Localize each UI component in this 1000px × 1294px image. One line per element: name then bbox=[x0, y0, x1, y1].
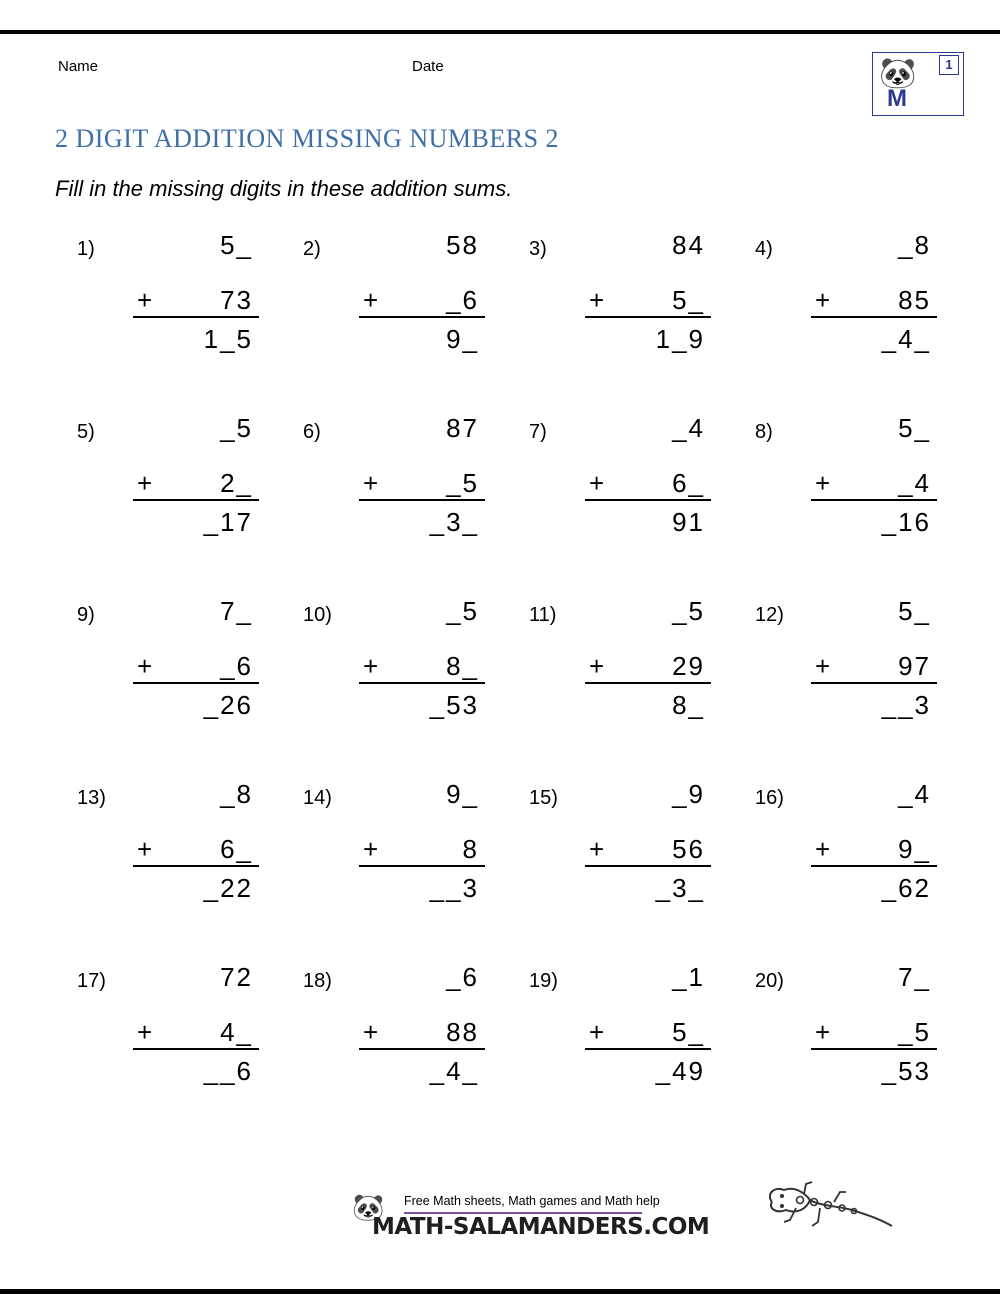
second-addend: 29 bbox=[672, 651, 705, 681]
second-addend: 73 bbox=[220, 285, 253, 315]
first-addend: _5 bbox=[672, 596, 705, 626]
problem-cell bbox=[507, 411, 733, 594]
second-addend-row bbox=[811, 1002, 937, 1050]
plus-sign: + bbox=[815, 1017, 831, 1047]
lizard-illustration bbox=[760, 1176, 900, 1236]
sum-answer: _22 bbox=[203, 873, 253, 903]
problem-number: 1) bbox=[77, 238, 95, 260]
second-addend: 6_ bbox=[672, 468, 705, 498]
sum-answer: 8_ bbox=[672, 690, 705, 720]
problem-cell bbox=[733, 228, 959, 411]
problem-row bbox=[55, 411, 960, 594]
problem-cell bbox=[281, 594, 507, 777]
problem-number: 6) bbox=[303, 421, 321, 443]
sum-answer: __3 bbox=[429, 873, 479, 903]
problem-cell bbox=[733, 411, 959, 594]
first-addend: 58 bbox=[446, 230, 479, 260]
first-addend: _5 bbox=[446, 596, 479, 626]
plus-sign: + bbox=[363, 285, 379, 315]
second-addend-row bbox=[359, 636, 485, 684]
second-addend: 4_ bbox=[220, 1017, 253, 1047]
addition-sum bbox=[811, 779, 937, 904]
plus-sign: + bbox=[589, 834, 605, 864]
problem-number: 4) bbox=[755, 238, 773, 260]
second-addend: _5 bbox=[446, 468, 479, 498]
problem-row bbox=[55, 228, 960, 411]
logo-word: M bbox=[887, 85, 905, 112]
footer-url: MATH-SALAMANDERS.COM bbox=[372, 1214, 710, 1240]
second-addend-row bbox=[133, 636, 259, 684]
sum-answer: _53 bbox=[881, 1056, 931, 1086]
plus-sign: + bbox=[815, 285, 831, 315]
sum-answer: __3 bbox=[881, 690, 931, 720]
instructions: Fill in the missing digits in these addition sums. bbox=[55, 176, 513, 201]
sum-answer: 1_5 bbox=[203, 324, 253, 354]
second-addend-row bbox=[811, 636, 937, 684]
second-addend-row bbox=[133, 1002, 259, 1050]
second-addend-row bbox=[811, 453, 937, 501]
addition-sum bbox=[133, 962, 259, 1087]
logo-level-number: 1 bbox=[939, 55, 959, 75]
problem-cell bbox=[281, 411, 507, 594]
top-divider bbox=[0, 30, 1000, 34]
first-addend: _1 bbox=[672, 962, 705, 992]
sum-answer: __6 bbox=[203, 1056, 253, 1086]
problem-number: 13) bbox=[77, 787, 106, 809]
first-addend: 9_ bbox=[446, 779, 479, 809]
second-addend-row bbox=[359, 1002, 485, 1050]
problem-number: 5) bbox=[77, 421, 95, 443]
first-addend: 5_ bbox=[220, 230, 253, 260]
plus-sign: + bbox=[363, 651, 379, 681]
plus-sign: + bbox=[815, 834, 831, 864]
first-addend: 7_ bbox=[220, 596, 253, 626]
second-addend: _6 bbox=[220, 651, 253, 681]
sum-answer: _3_ bbox=[429, 507, 479, 537]
sum-answer: _4_ bbox=[881, 324, 931, 354]
addition-sum bbox=[359, 413, 485, 538]
second-addend-row bbox=[585, 1002, 711, 1050]
plus-sign: + bbox=[363, 834, 379, 864]
problem-number: 18) bbox=[303, 970, 332, 992]
page-title: 2 DIGIT ADDITION MISSING NUMBERS 2 bbox=[55, 124, 560, 153]
problem-number: 2) bbox=[303, 238, 321, 260]
second-addend: _5 bbox=[898, 1017, 931, 1047]
addition-sum bbox=[811, 413, 937, 538]
addition-sum bbox=[585, 779, 711, 904]
second-addend: 5_ bbox=[672, 285, 705, 315]
problem-cell bbox=[507, 960, 733, 1143]
first-addend: _5 bbox=[220, 413, 253, 443]
name-label: Name bbox=[58, 58, 99, 75]
second-addend: 9_ bbox=[898, 834, 931, 864]
date-label: Date bbox=[412, 58, 444, 75]
sum-answer: 91 bbox=[672, 507, 705, 537]
second-addend-row bbox=[585, 453, 711, 501]
sum-answer: _62 bbox=[881, 873, 931, 903]
footer-salamander-icon: 🐼 bbox=[352, 1192, 385, 1222]
problem-number: 17) bbox=[77, 970, 106, 992]
first-addend: 7_ bbox=[898, 962, 931, 992]
second-addend: 56 bbox=[672, 834, 705, 864]
plus-sign: + bbox=[137, 468, 153, 498]
plus-sign: + bbox=[589, 651, 605, 681]
plus-sign: + bbox=[589, 285, 605, 315]
plus-sign: + bbox=[589, 468, 605, 498]
first-addend: 84 bbox=[672, 230, 705, 260]
second-addend: 97 bbox=[898, 651, 931, 681]
salamander-icon: 🐼 bbox=[879, 57, 917, 90]
problem-number: 8) bbox=[755, 421, 773, 443]
first-addend: 5_ bbox=[898, 413, 931, 443]
first-addend: 72 bbox=[220, 962, 253, 992]
first-addend: 87 bbox=[446, 413, 479, 443]
plus-sign: + bbox=[363, 1017, 379, 1047]
problem-cell bbox=[733, 594, 959, 777]
second-addend: 6_ bbox=[220, 834, 253, 864]
first-addend: _6 bbox=[446, 962, 479, 992]
addition-sum bbox=[359, 779, 485, 904]
sum-answer: _17 bbox=[203, 507, 253, 537]
plus-sign: + bbox=[363, 468, 379, 498]
problem-cell bbox=[55, 228, 281, 411]
sum-answer: 1_9 bbox=[655, 324, 705, 354]
problem-row bbox=[55, 960, 960, 1143]
sum-answer: _16 bbox=[881, 507, 931, 537]
plus-sign: + bbox=[137, 285, 153, 315]
sum-answer: _26 bbox=[203, 690, 253, 720]
addition-sum bbox=[585, 413, 711, 538]
problem-number: 11) bbox=[529, 604, 557, 626]
problem-cell bbox=[281, 960, 507, 1143]
problem-cell bbox=[507, 777, 733, 960]
first-addend: _4 bbox=[672, 413, 705, 443]
sum-answer: _4_ bbox=[429, 1056, 479, 1086]
sum-answer: _53 bbox=[429, 690, 479, 720]
problem-cell bbox=[55, 960, 281, 1143]
first-addend: 5_ bbox=[898, 596, 931, 626]
problem-number: 20) bbox=[755, 970, 784, 992]
problem-row bbox=[55, 777, 960, 960]
first-addend: _9 bbox=[672, 779, 705, 809]
sum-answer: 9_ bbox=[446, 324, 479, 354]
plus-sign: + bbox=[815, 651, 831, 681]
addition-sum bbox=[133, 230, 259, 355]
problem-cell bbox=[507, 228, 733, 411]
problem-row bbox=[55, 594, 960, 777]
plus-sign: + bbox=[137, 834, 153, 864]
first-addend: _8 bbox=[898, 230, 931, 260]
problem-cell bbox=[733, 960, 959, 1143]
second-addend-row bbox=[359, 453, 485, 501]
second-addend-row bbox=[585, 270, 711, 318]
problem-cell bbox=[55, 777, 281, 960]
worksheet-header bbox=[0, 58, 1000, 86]
second-addend: _6 bbox=[446, 285, 479, 315]
addition-sum bbox=[585, 230, 711, 355]
math-salamanders-logo bbox=[872, 52, 964, 116]
second-addend-row bbox=[585, 636, 711, 684]
problem-cell bbox=[55, 594, 281, 777]
problem-cell bbox=[55, 411, 281, 594]
problem-number: 9) bbox=[77, 604, 95, 626]
second-addend: 8 bbox=[462, 834, 479, 864]
problem-number: 7) bbox=[529, 421, 547, 443]
addition-sum bbox=[133, 779, 259, 904]
problem-grid bbox=[55, 228, 960, 1143]
addition-sum bbox=[133, 413, 259, 538]
second-addend-row bbox=[133, 270, 259, 318]
addition-sum bbox=[811, 230, 937, 355]
second-addend-row bbox=[359, 270, 485, 318]
second-addend: 2_ bbox=[220, 468, 253, 498]
second-addend: 5_ bbox=[672, 1017, 705, 1047]
second-addend: _4 bbox=[898, 468, 931, 498]
sum-answer: _49 bbox=[655, 1056, 705, 1086]
plus-sign: + bbox=[137, 651, 153, 681]
second-addend: 88 bbox=[446, 1017, 479, 1047]
problem-number: 10) bbox=[303, 604, 332, 626]
footer-tagline: Free Math sheets, Math games and Math help bbox=[404, 1194, 660, 1208]
problem-number: 15) bbox=[529, 787, 558, 809]
addition-sum bbox=[133, 596, 259, 721]
first-addend: _8 bbox=[220, 779, 253, 809]
second-addend-row bbox=[811, 270, 937, 318]
problem-number: 19) bbox=[529, 970, 558, 992]
second-addend-row bbox=[359, 819, 485, 867]
problem-number: 3) bbox=[529, 238, 547, 260]
plus-sign: + bbox=[589, 1017, 605, 1047]
plus-sign: + bbox=[815, 468, 831, 498]
second-addend-row bbox=[133, 453, 259, 501]
addition-sum bbox=[585, 596, 711, 721]
addition-sum bbox=[585, 962, 711, 1087]
problem-number: 16) bbox=[755, 787, 784, 809]
problem-number: 14) bbox=[303, 787, 332, 809]
second-addend: 85 bbox=[898, 285, 931, 315]
second-addend-row bbox=[811, 819, 937, 867]
plus-sign: + bbox=[137, 1017, 153, 1047]
second-addend-row bbox=[585, 819, 711, 867]
problem-cell bbox=[733, 777, 959, 960]
sum-answer: _3_ bbox=[655, 873, 705, 903]
addition-sum bbox=[811, 596, 937, 721]
addition-sum bbox=[359, 962, 485, 1087]
bottom-divider bbox=[0, 1289, 1000, 1294]
second-addend-row bbox=[133, 819, 259, 867]
problem-cell bbox=[507, 594, 733, 777]
problem-cell bbox=[281, 777, 507, 960]
problem-cell bbox=[281, 228, 507, 411]
addition-sum bbox=[359, 230, 485, 355]
first-addend: _4 bbox=[898, 779, 931, 809]
addition-sum bbox=[359, 596, 485, 721]
problem-number: 12) bbox=[755, 604, 784, 626]
addition-sum bbox=[811, 962, 937, 1087]
second-addend: 8_ bbox=[446, 651, 479, 681]
